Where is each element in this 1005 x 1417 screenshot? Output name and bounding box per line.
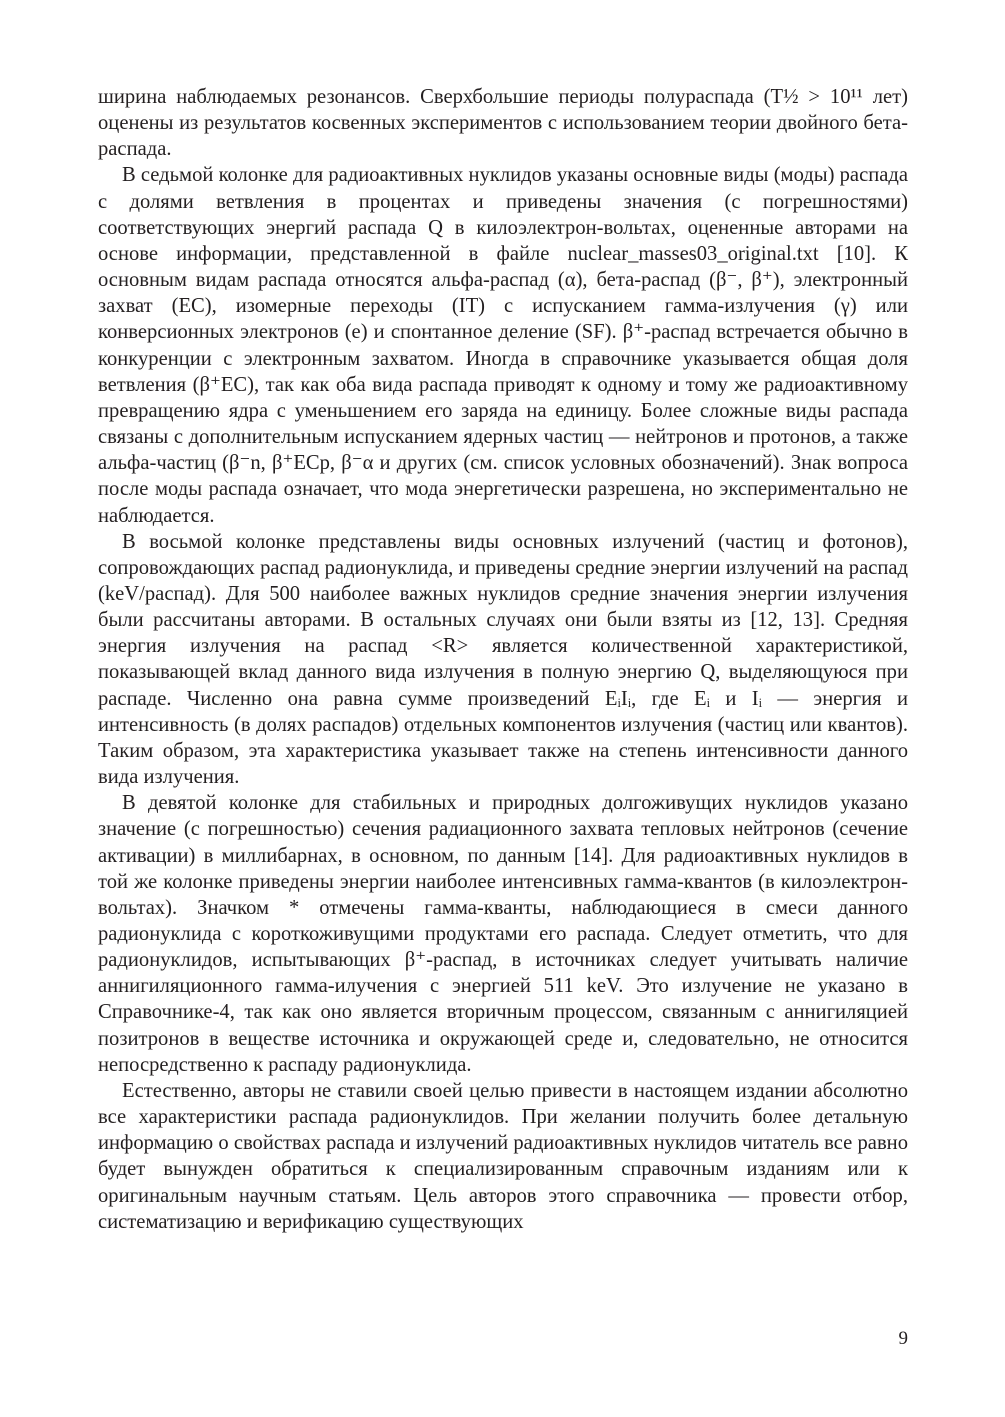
page-number: 9	[898, 1328, 908, 1349]
body-text	[98, 84, 908, 1235]
paragraph-conclusion: Естественно, авторы не ставили своей целью привести в настоящем издании абсолютно все характеристики распада радионуклидов. При желании получить более детальную информацию о свойствах распада и излучений радиоактивных нуклидов читатель все равно будет вынужден обратиться к специализированным справочным изданиям или к оригинальным научным статьям. Цель авторов этого справочника — провести отбор, систематизацию и верификацию существующих	[98, 1079, 908, 1233]
paragraph-eighth-column: В восьмой колонке представлены виды основных излучений (частиц и фотонов), сопровождающих распад радионуклида, и приведены средние энергии излучений на распад (keV/распад). Для 500 наиболее важных нуклидов средние значения энергии излучения были рассчитаны авторами. В остальных случаях они были взяты из [12, 13]. Средняя энергия излучения на распад <R> является количественной характеристикой, показывающей вклад данного вида излучения в полную энергию Q, выделяющуюся при распаде. Численно она равна сумме произведений EᵢIᵢ, где Eᵢ и Iᵢ — энергия и интенсивность (в долях распадов) отдельных компонентов излучения (частиц или квантов). Таким образом, эта характеристика указывает также на степень интенсивности данного вида излучения.	[98, 530, 908, 789]
paragraph-ninth-column: В девятой колонке для стабильных и природных долгоживущих нуклидов указано значение (с погрешностью) сечения радиационного захвата тепловых нейтронов (сечение активации) в миллибарнах, в основном, по данным [14]. Для радиоактивных нуклидов в той же колонке приведены энергии наиболее интенсивных гамма-квантов (в килоэлектрон-вольтах). Значком * отмечены гамма-кванты, наблюдающиеся в смеси данного радионуклида с короткоживущими продуктами его распада. Следует отметить, что для радионуклидов, испытывающих β⁺-распад, в источниках следует учитывать наличие аннигиляционного гамма-илучения с энергией 511 keV. Это излучение не указано в Справочнике-4, так как оно является вторичным процессом, связанным с аннигиляцией позитронов в веществе источника и окружающей среде и, следовательно, не относится непосредственно к распаду радионуклида.	[98, 792, 908, 1076]
paragraph-continuation: ширина наблюдаемых резонансов. Сверхбольшие периоды полураспада (T½ > 10¹¹ лет) оценены из результатов косвенных экспериментов с использованием теории двойного бета-распада.	[98, 86, 908, 161]
paragraph-seventh-column: В седьмой колонке для радиоактивных нуклидов указаны основные виды (моды) распада с долями ветвления в процентах и приведены значения (с погрешностями) соответствующих энергий распада Q в килоэлектрон-вольтах, оцененные авторами на основе информации, представленной в файле nuclear_masses03_original.txt [10]. К основным видам распада относятся альфа-распад (α), бета-распад (β⁻, β⁺), электронный захват (EC), изомерные переходы (IT) с испусканием гамма-излучения (γ) или конверсионных электронов (e) и спонтанное деление (SF). β⁺-распад встречается обычно в конкуренции с электронным захватом. Иногда в справочнике указывается общая доля ветвления (β⁺EC), так как оба вида распада приводят к одному и тому же радиоактивному превращению ядра с уменьшением его заряда на единицу. Более сложные виды распада связаны с дополнительным испусканием ядерных частиц — нейтронов и протонов, а также альфа-частиц (β⁻n, β⁺ECp, β⁻α и других (см. список условных обозначений). Знак вопроса после моды распада означает, что мода энергетически разрешена, но экспериментально не наблюдается.	[98, 164, 908, 527]
